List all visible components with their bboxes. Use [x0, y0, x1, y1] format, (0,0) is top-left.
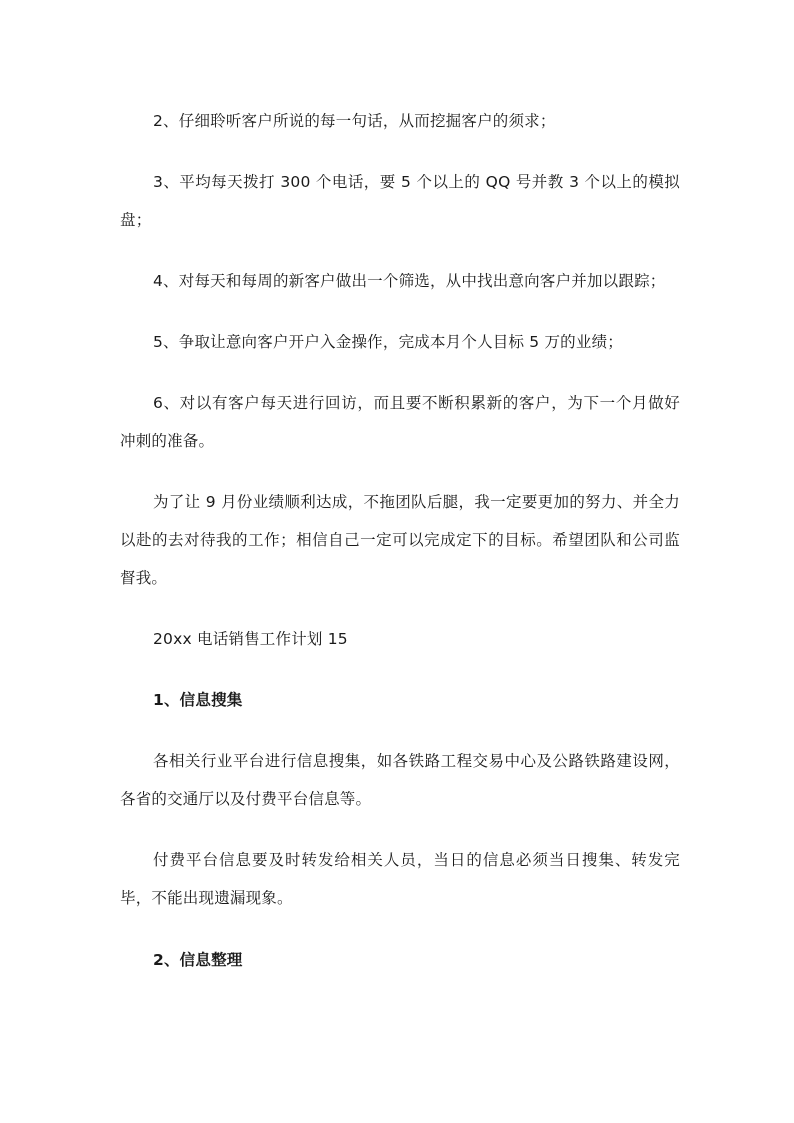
paragraph-paid-info: 付费平台信息要及时转发给相关人员，当日的信息必须当日搜集、转发完毕，不能出现遗漏现象。 [120, 851, 680, 907]
list-item-2: 2、仔细聆听客户所说的每一句话，从而挖掘客户的须求； [153, 112, 556, 130]
heading-info-collection: 1、信息搜集 [153, 691, 243, 709]
closing-paragraph: 为了让 9 月份业绩顺利达成，不拖团队后腿，我一定要更加的努力、并全力以赴的去对待我的工作；相信自己一定可以完成定下的目标。希望团队和公司监督我。 [120, 493, 680, 587]
paragraph-info-sources: 各相关行业平台进行信息搜集，如各铁路工程交易中心及公路铁路建设网，各省的交通厅以及付费平台信息等。 [120, 752, 680, 808]
section-title: 20xx 电话销售工作计划 15 [153, 630, 348, 648]
document-body [120, 102, 680, 979]
list-item-5: 5、争取让意向客户开户入金操作，完成本月个人目标 5 万的业绩； [153, 333, 623, 351]
list-item-6: 6、对以有客户每天进行回访，而且要不断积累新的客户，为下一个月做好冲刺的准备。 [120, 394, 680, 450]
list-item-3: 3、平均每天拨打 300 个电话，要 5 个以上的 QQ 号并教 3 个以上的模拟盘； [120, 173, 680, 229]
heading-info-organizing: 2、信息整理 [153, 951, 243, 969]
list-item-4: 4、对每天和每周的新客户做出一个筛选，从中找出意向客户并加以跟踪； [153, 272, 666, 290]
